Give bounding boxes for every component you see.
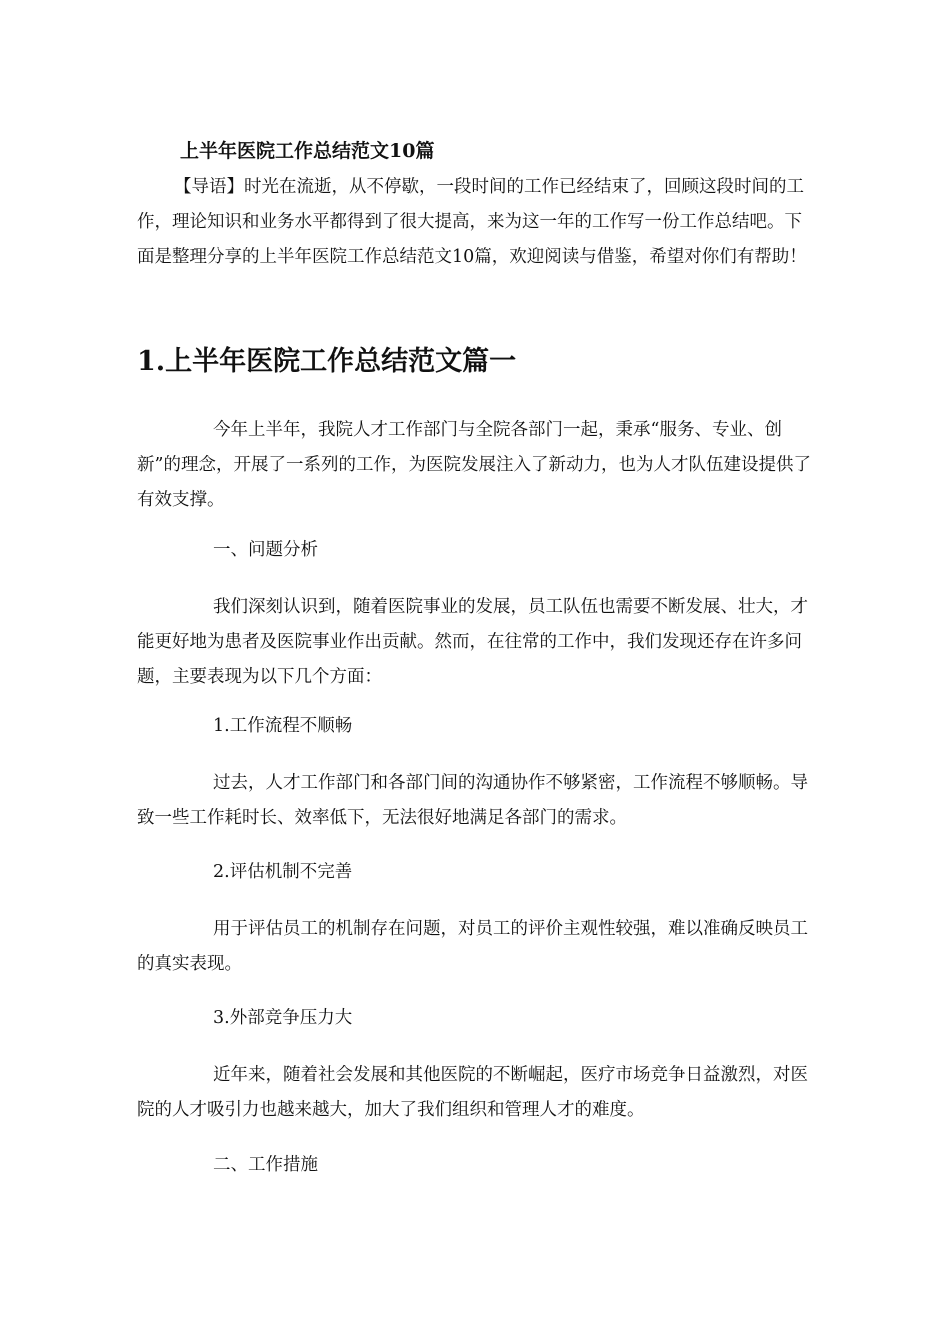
- item-title-workflow: 1.工作流程不顺畅: [213, 716, 353, 736]
- subheading-problem-analysis: 一、问题分析: [213, 540, 318, 560]
- item-text-competition: 近年来，随着社会发展和其他医院的不断崛起，医疗市场竞争日益激烈，对医院的人才吸引力也越来越大，加大了我们组织和管理人才的难度。: [137, 1065, 808, 1120]
- intro-paragraph: 【导语】时光在流逝，从不停歇，一段时间的工作已经结束了，回顾这段时间的工作，理论知识和业务水平都得到了很大提高，来为这一年的工作写一份工作总结吧。下面是整理分享的上半年医院工作总结范文10篇，欢迎阅读与借鉴，希望对你们有帮助！: [137, 177, 807, 267]
- item-title-evaluation: 2.评估机制不完善: [213, 862, 353, 882]
- paragraph-problem-intro: 我们深刻认识到，随着医院事业的发展，员工队伍也需要不断发展、壮大，才能更好地为患者及医院事业作出贡献。然而，在往常的工作中，我们发现还存在许多问题，主要表现为以下几个方面：: [137, 597, 808, 687]
- item-title-competition: 3.外部竞争压力大: [213, 1008, 353, 1028]
- item-text-evaluation: 用于评估员工的机制存在问题，对员工的评价主观性较强，难以准确反映员工的真实表现。: [137, 919, 808, 974]
- item-text-workflow: 过去，人才工作部门和各部门间的沟通协作不够紧密，工作流程不够顺畅。导致一些工作耗时长、效率低下，无法很好地满足各部门的需求。: [137, 773, 808, 828]
- document-title: 上半年医院工作总结范文10篇: [180, 140, 435, 162]
- section-heading: 1.上半年医院工作总结范文篇一: [137, 346, 517, 377]
- paragraph-opening: 今年上半年，我院人才工作部门与全院各部门一起，秉承“服务、专业、创新”的理念，开展了一系列的工作，为医院发展注入了新动力，也为人才队伍建设提供了有效支撑。: [137, 420, 811, 510]
- subheading-work-measures: 二、工作措施: [213, 1155, 318, 1175]
